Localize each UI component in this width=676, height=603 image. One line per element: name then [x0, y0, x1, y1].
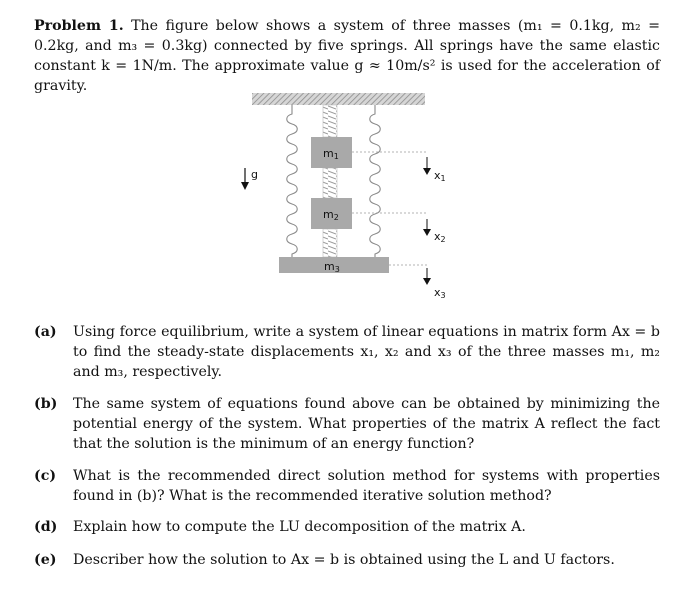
gravity-arrow-icon: [241, 168, 249, 190]
ceiling: [252, 93, 425, 105]
question-b-text: The same system of equations found above can be obtained by minimizing the potential energy of the system. What properties of the matrix A reflect the fact that the solution is the minimum of an energy function?: [73, 396, 660, 452]
question-b-label: (b): [34, 396, 58, 412]
arrow-x2-icon: [423, 219, 431, 236]
subscript: 3: [334, 265, 340, 274]
subscript: 3: [440, 291, 446, 300]
x3-label: x3: [434, 286, 446, 300]
question-d-label: (d): [34, 519, 58, 535]
spring-right-outer: [370, 105, 381, 258]
question-a: [34, 322, 660, 382]
problem-label: Problem 1.: [34, 18, 124, 34]
spring-inner-1: [323, 105, 337, 137]
question-a-text: Using force equilibrium, write a system of linear equations in matrix form Ax = b to find the steady-state displacements x₁, x₂ and x₃ of the three masses m₁, m₂ and m₃, respectively.: [73, 324, 660, 380]
question-e: [34, 550, 660, 570]
arrow-x1-icon: [423, 157, 431, 175]
question-b: [34, 394, 660, 454]
question-e-label: (e): [34, 552, 57, 568]
subscript: 2: [440, 235, 446, 244]
question-c: [34, 466, 660, 506]
problem-text: The figure below shows a system of three masses (m₁ = 0.1kg, m₂ = 0.2kg, and m₃ = 0.3kg) connected by five springs. All springs have the same elastic constant k = 1N/m. The approximate value g ≈ 10m/s² is used for the acceleration of gravity.: [34, 18, 660, 94]
spring-left-outer: [287, 105, 298, 258]
question-d-text: Explain how to compute the LU decomposition of the matrix A.: [73, 519, 526, 535]
question-c-label: (c): [34, 468, 57, 484]
spring-inner-2: [323, 168, 337, 198]
mass-2-label: m2: [323, 208, 339, 222]
subscript: 1: [440, 174, 446, 183]
mass-3-label: m3: [324, 260, 340, 274]
question-a-label: (a): [34, 324, 57, 340]
spring-inner-3: [323, 229, 337, 257]
gravity-label: g: [251, 168, 258, 181]
question-e-text: Describer how the solution to Ax = b is obtained using the L and U factors.: [73, 552, 615, 568]
subscript: 1: [333, 152, 339, 161]
x2-label: x2: [434, 230, 446, 244]
mass-1-label: m1: [323, 147, 339, 161]
question-c-text: What is the recommended direct solution method for systems with properties found in (b)? What is the recommended iterative solution method?: [73, 468, 660, 504]
subscript: 2: [333, 213, 339, 222]
question-d: [34, 517, 660, 537]
arrow-x3-icon: [423, 268, 431, 285]
x1-label: x1: [434, 169, 446, 183]
